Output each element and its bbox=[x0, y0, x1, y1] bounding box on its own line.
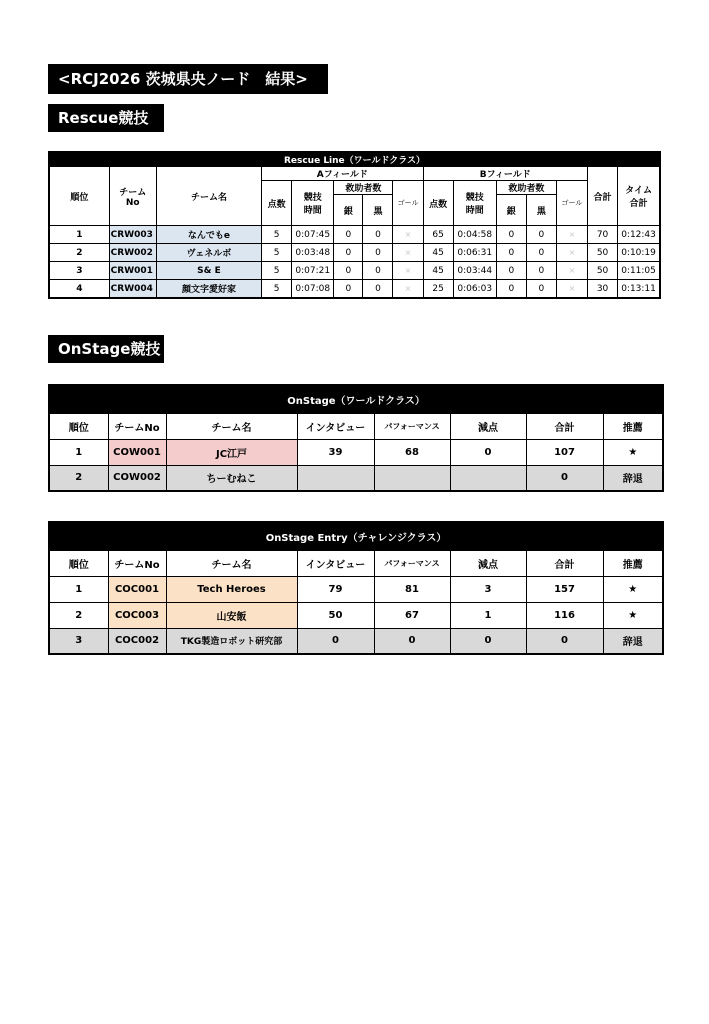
header-performance: パフォーマンス bbox=[374, 413, 450, 439]
rank-cell: 2 bbox=[49, 602, 108, 628]
performance-cell bbox=[374, 465, 450, 491]
team-no-cell: CRW004 bbox=[109, 280, 156, 299]
header-team-name: チーム名 bbox=[166, 550, 297, 576]
team-name-cell: S& E bbox=[156, 262, 261, 280]
b-time-cell: 0:06:03 bbox=[453, 280, 496, 299]
b-silver-cell: 0 bbox=[496, 244, 526, 262]
team-name-cell: ちーむねこ bbox=[166, 465, 297, 491]
onstage-world-title: OnStage（ワールドクラス） bbox=[49, 385, 663, 413]
recommend-cell: 辞退 bbox=[603, 465, 663, 491]
header-interview: インタビュー bbox=[297, 550, 374, 576]
total-cell: 0 bbox=[526, 465, 603, 491]
table-row bbox=[49, 628, 663, 654]
rank-cell: 4 bbox=[49, 280, 109, 299]
team-name-cell: Tech Heroes bbox=[166, 576, 297, 602]
a-goal-cell: × bbox=[393, 226, 423, 244]
a-points-cell: 5 bbox=[262, 226, 292, 244]
interview-cell: 79 bbox=[297, 576, 374, 602]
b-silver-cell: 0 bbox=[496, 262, 526, 280]
onstage-world-table bbox=[48, 384, 664, 492]
team-no-cell: COC003 bbox=[108, 602, 166, 628]
b-points-cell: 45 bbox=[423, 262, 453, 280]
team-no-cell: CRW002 bbox=[109, 244, 156, 262]
team-name-cell: なんでもe bbox=[156, 226, 261, 244]
team-no-cell: COC002 bbox=[108, 628, 166, 654]
onstage-entry-title: OnStage Entry（チャレンジクラス） bbox=[49, 522, 663, 550]
header-b-time: 競技 時間 bbox=[453, 181, 496, 226]
header-team-name: チーム名 bbox=[166, 413, 297, 439]
b-points-cell: 45 bbox=[423, 244, 453, 262]
team-no-cell: COW002 bbox=[108, 465, 166, 491]
time-total-cell: 0:13:11 bbox=[618, 280, 660, 299]
team-name-cell: ヴェネルボ bbox=[156, 244, 261, 262]
total-cell: 157 bbox=[526, 576, 603, 602]
team-no-cell: CRW001 bbox=[109, 262, 156, 280]
performance-cell: 81 bbox=[374, 576, 450, 602]
header-a-black: 黒 bbox=[363, 195, 393, 226]
header-recommend: 推薦 bbox=[603, 550, 663, 576]
a-goal-cell: × bbox=[393, 262, 423, 280]
rank-cell: 3 bbox=[49, 262, 109, 280]
performance-cell: 0 bbox=[374, 628, 450, 654]
time-total-cell: 0:11:05 bbox=[618, 262, 660, 280]
a-silver-cell: 0 bbox=[334, 262, 363, 280]
header-b-points: 点数 bbox=[423, 181, 453, 226]
header-a-rescued: 救助者数 bbox=[334, 181, 393, 195]
a-points-cell: 5 bbox=[262, 280, 292, 299]
header-a-points: 点数 bbox=[262, 181, 292, 226]
total-cell: 50 bbox=[588, 262, 618, 280]
b-time-cell: 0:06:31 bbox=[453, 244, 496, 262]
recommend-cell: ★ bbox=[603, 576, 663, 602]
header-field-a: Aフィールド bbox=[262, 167, 423, 181]
a-points-cell: 5 bbox=[262, 262, 292, 280]
header-a-goal: ゴール bbox=[393, 181, 423, 226]
b-black-cell: 0 bbox=[526, 280, 556, 299]
time-total-cell: 0:10:19 bbox=[618, 244, 660, 262]
total-cell: 0 bbox=[526, 628, 603, 654]
header-rank: 順位 bbox=[49, 550, 108, 576]
header-recommend: 推薦 bbox=[603, 413, 663, 439]
a-black-cell: 0 bbox=[363, 262, 393, 280]
performance-cell: 67 bbox=[374, 602, 450, 628]
interview-cell: 50 bbox=[297, 602, 374, 628]
rank-cell: 3 bbox=[49, 628, 108, 654]
header-rank: 順位 bbox=[49, 413, 108, 439]
table-row bbox=[49, 262, 660, 280]
header-b-black: 黒 bbox=[526, 195, 556, 226]
team-no-cell: CRW003 bbox=[109, 226, 156, 244]
table-row bbox=[49, 602, 663, 628]
a-silver-cell: 0 bbox=[334, 226, 363, 244]
recommend-cell: 辞退 bbox=[603, 628, 663, 654]
rescue-table-title: Rescue Line（ワールドクラス） bbox=[49, 152, 660, 167]
team-name-cell: JC江戸 bbox=[166, 439, 297, 465]
page-title: <RCJ2026 茨城県央ノード 結果> bbox=[48, 64, 328, 94]
b-black-cell: 0 bbox=[526, 226, 556, 244]
team-no-cell: COW001 bbox=[108, 439, 166, 465]
header-field-b: Bフィールド bbox=[423, 167, 587, 181]
performance-cell: 68 bbox=[374, 439, 450, 465]
a-goal-cell: × bbox=[393, 280, 423, 299]
b-goal-cell: × bbox=[556, 262, 587, 280]
b-time-cell: 0:03:44 bbox=[453, 262, 496, 280]
table-row bbox=[49, 280, 660, 299]
header-total: 合計 bbox=[526, 413, 603, 439]
total-cell: 30 bbox=[588, 280, 618, 299]
rank-cell: 2 bbox=[49, 244, 109, 262]
table-row bbox=[49, 226, 660, 244]
rescue-section-label: Rescue競技 bbox=[48, 104, 164, 132]
team-name-cell: 山安飯 bbox=[166, 602, 297, 628]
header-b-rescued: 救助者数 bbox=[496, 181, 556, 195]
a-black-cell: 0 bbox=[363, 226, 393, 244]
b-black-cell: 0 bbox=[526, 244, 556, 262]
a-time-cell: 0:03:48 bbox=[292, 244, 334, 262]
deduction-cell: 1 bbox=[450, 602, 526, 628]
interview-cell: 39 bbox=[297, 439, 374, 465]
interview-cell bbox=[297, 465, 374, 491]
onstage-section-label: OnStage競技 bbox=[48, 335, 164, 363]
header-a-time: 競技 時間 bbox=[292, 181, 334, 226]
a-time-cell: 0:07:21 bbox=[292, 262, 334, 280]
onstage-entry-table bbox=[48, 521, 664, 655]
recommend-cell: ★ bbox=[603, 602, 663, 628]
a-time-cell: 0:07:08 bbox=[292, 280, 334, 299]
header-b-silver: 銀 bbox=[496, 195, 526, 226]
total-cell: 116 bbox=[526, 602, 603, 628]
total-cell: 107 bbox=[526, 439, 603, 465]
deduction-cell: 0 bbox=[450, 439, 526, 465]
header-b-goal: ゴール bbox=[556, 181, 587, 226]
header-total: 合計 bbox=[588, 167, 618, 226]
a-points-cell: 5 bbox=[262, 244, 292, 262]
deduction-cell: 0 bbox=[450, 628, 526, 654]
header-deduction: 減点 bbox=[450, 413, 526, 439]
header-team-no: チーム No bbox=[109, 167, 156, 226]
recommend-cell: ★ bbox=[603, 439, 663, 465]
rescue-line-table bbox=[48, 151, 661, 299]
a-time-cell: 0:07:45 bbox=[292, 226, 334, 244]
team-name-cell: TKG製造ロボット研究部 bbox=[166, 628, 297, 654]
rank-cell: 1 bbox=[49, 226, 109, 244]
a-silver-cell: 0 bbox=[334, 244, 363, 262]
time-total-cell: 0:12:43 bbox=[618, 226, 660, 244]
b-time-cell: 0:04:58 bbox=[453, 226, 496, 244]
total-cell: 70 bbox=[588, 226, 618, 244]
a-goal-cell: × bbox=[393, 244, 423, 262]
header-rank: 順位 bbox=[49, 167, 109, 226]
deduction-cell bbox=[450, 465, 526, 491]
deduction-cell: 3 bbox=[450, 576, 526, 602]
rank-cell: 1 bbox=[49, 439, 108, 465]
header-team-name: チーム名 bbox=[156, 167, 261, 226]
table-row bbox=[49, 576, 663, 602]
header-interview: インタビュー bbox=[297, 413, 374, 439]
table-row bbox=[49, 244, 660, 262]
b-goal-cell: × bbox=[556, 226, 587, 244]
total-cell: 50 bbox=[588, 244, 618, 262]
header-deduction: 減点 bbox=[450, 550, 526, 576]
header-performance: パフォーマンス bbox=[374, 550, 450, 576]
interview-cell: 0 bbox=[297, 628, 374, 654]
team-no-cell: COC001 bbox=[108, 576, 166, 602]
b-goal-cell: × bbox=[556, 244, 587, 262]
a-silver-cell: 0 bbox=[334, 280, 363, 299]
team-name-cell: 顔文字愛好家 bbox=[156, 280, 261, 299]
b-points-cell: 25 bbox=[423, 280, 453, 299]
header-team-no: チームNo bbox=[108, 413, 166, 439]
table-row bbox=[49, 439, 663, 465]
b-points-cell: 65 bbox=[423, 226, 453, 244]
header-time-total: タイム 合計 bbox=[618, 167, 660, 226]
b-goal-cell: × bbox=[556, 280, 587, 299]
table-row bbox=[49, 465, 663, 491]
rank-cell: 2 bbox=[49, 465, 108, 491]
rank-cell: 1 bbox=[49, 576, 108, 602]
b-silver-cell: 0 bbox=[496, 280, 526, 299]
b-silver-cell: 0 bbox=[496, 226, 526, 244]
header-a-silver: 銀 bbox=[334, 195, 363, 226]
header-team-no: チームNo bbox=[108, 550, 166, 576]
header-total: 合計 bbox=[526, 550, 603, 576]
a-black-cell: 0 bbox=[363, 244, 393, 262]
a-black-cell: 0 bbox=[363, 280, 393, 299]
b-black-cell: 0 bbox=[526, 262, 556, 280]
